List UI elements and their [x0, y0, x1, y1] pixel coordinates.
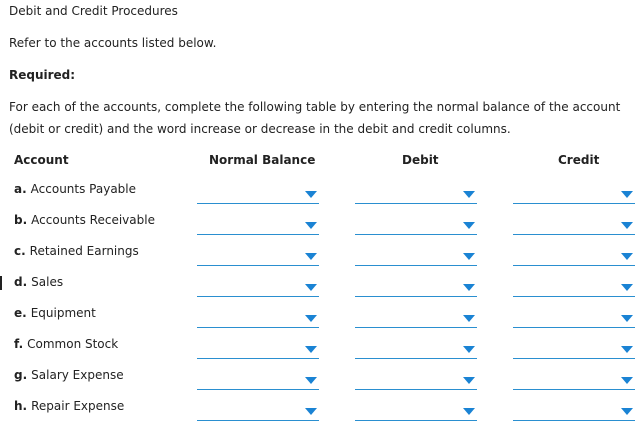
credit-dropdown[interactable] — [513, 248, 635, 266]
chevron-down-icon[interactable] — [621, 377, 633, 384]
debit-dropdown[interactable] — [355, 403, 477, 421]
account-name: Equipment — [30, 306, 96, 320]
chevron-down-icon[interactable] — [305, 346, 317, 353]
table-row — [0, 239, 639, 270]
table-row — [0, 363, 639, 394]
row-letter: h. — [14, 399, 28, 413]
chevron-down-icon[interactable] — [463, 253, 475, 260]
chevron-down-icon[interactable] — [463, 284, 475, 291]
account-label — [14, 182, 136, 196]
chevron-down-icon[interactable] — [463, 408, 475, 415]
intro-text: Refer to the accounts listed below. — [9, 36, 217, 50]
account-name: Repair Expense — [31, 399, 125, 413]
chevron-down-icon[interactable] — [621, 284, 633, 291]
chevron-down-icon[interactable] — [463, 377, 475, 384]
account-name: Retained Earnings — [29, 244, 139, 258]
row-letter: b. — [14, 213, 28, 227]
normal-balance-dropdown[interactable] — [197, 403, 319, 421]
account-name: Salary Expense — [31, 368, 124, 382]
normal-balance-dropdown[interactable] — [197, 248, 319, 266]
account-label — [14, 399, 124, 413]
chevron-down-icon[interactable] — [621, 191, 633, 198]
table-row — [0, 394, 639, 425]
column-header-debit: Debit — [402, 153, 439, 167]
chevron-down-icon[interactable] — [621, 253, 633, 260]
chevron-down-icon[interactable] — [305, 191, 317, 198]
row-letter: c. — [14, 244, 26, 258]
normal-balance-dropdown[interactable] — [197, 341, 319, 359]
account-label — [14, 244, 139, 258]
table-row — [0, 301, 639, 332]
account-label — [14, 213, 155, 227]
account-label — [14, 275, 63, 289]
chevron-down-icon[interactable] — [463, 346, 475, 353]
table-row — [0, 177, 639, 208]
debit-dropdown[interactable] — [355, 279, 477, 297]
debit-dropdown[interactable] — [355, 217, 477, 235]
credit-dropdown[interactable] — [513, 217, 635, 235]
chevron-down-icon[interactable] — [305, 315, 317, 322]
table-row — [0, 332, 639, 363]
column-header-normal-balance: Normal Balance — [209, 153, 316, 167]
account-label — [14, 337, 118, 351]
chevron-down-icon[interactable] — [621, 346, 633, 353]
normal-balance-dropdown[interactable] — [197, 217, 319, 235]
account-name: Sales — [31, 275, 64, 289]
account-label — [14, 368, 124, 382]
account-name: Accounts Payable — [30, 182, 137, 196]
debit-dropdown[interactable] — [355, 341, 477, 359]
credit-dropdown[interactable] — [513, 310, 635, 328]
debit-dropdown[interactable] — [355, 310, 477, 328]
credit-dropdown[interactable] — [513, 372, 635, 390]
page-title: Debit and Credit Procedures — [9, 4, 178, 18]
normal-balance-dropdown[interactable] — [197, 310, 319, 328]
row-letter: g. — [14, 368, 28, 382]
chevron-down-icon[interactable] — [621, 222, 633, 229]
debit-dropdown[interactable] — [355, 372, 477, 390]
row-letter: f. — [14, 337, 24, 351]
row-letter: a. — [14, 182, 27, 196]
account-name: Accounts Receivable — [31, 213, 155, 227]
normal-balance-dropdown[interactable] — [197, 372, 319, 390]
credit-dropdown[interactable] — [513, 279, 635, 297]
credit-dropdown[interactable] — [513, 403, 635, 421]
table-row — [0, 208, 639, 239]
normal-balance-dropdown[interactable] — [197, 186, 319, 204]
credit-dropdown[interactable] — [513, 186, 635, 204]
column-header-account: Account — [14, 153, 69, 167]
chevron-down-icon[interactable] — [305, 408, 317, 415]
required-heading: Required: — [9, 68, 76, 82]
chevron-down-icon[interactable] — [305, 284, 317, 291]
chevron-down-icon[interactable] — [305, 253, 317, 260]
column-header-credit: Credit — [558, 153, 600, 167]
row-letter: e. — [14, 306, 27, 320]
row-letter: d. — [14, 275, 28, 289]
instructions-line-2: (debit or credit) and the word increase or decrease in the debit and credit columns. — [9, 122, 511, 136]
chevron-down-icon[interactable] — [463, 222, 475, 229]
chevron-down-icon[interactable] — [305, 377, 317, 384]
account-label — [14, 306, 96, 320]
chevron-down-icon[interactable] — [463, 315, 475, 322]
credit-dropdown[interactable] — [513, 341, 635, 359]
chevron-down-icon[interactable] — [621, 408, 633, 415]
table-row — [0, 270, 639, 301]
normal-balance-dropdown[interactable] — [197, 279, 319, 297]
instructions-line-1: For each of the accounts, complete the following table by entering the normal balance of the account — [9, 100, 621, 114]
debit-dropdown[interactable] — [355, 186, 477, 204]
account-name: Common Stock — [27, 337, 119, 351]
debit-dropdown[interactable] — [355, 248, 477, 266]
chevron-down-icon[interactable] — [305, 222, 317, 229]
chevron-down-icon[interactable] — [463, 191, 475, 198]
chevron-down-icon[interactable] — [621, 315, 633, 322]
